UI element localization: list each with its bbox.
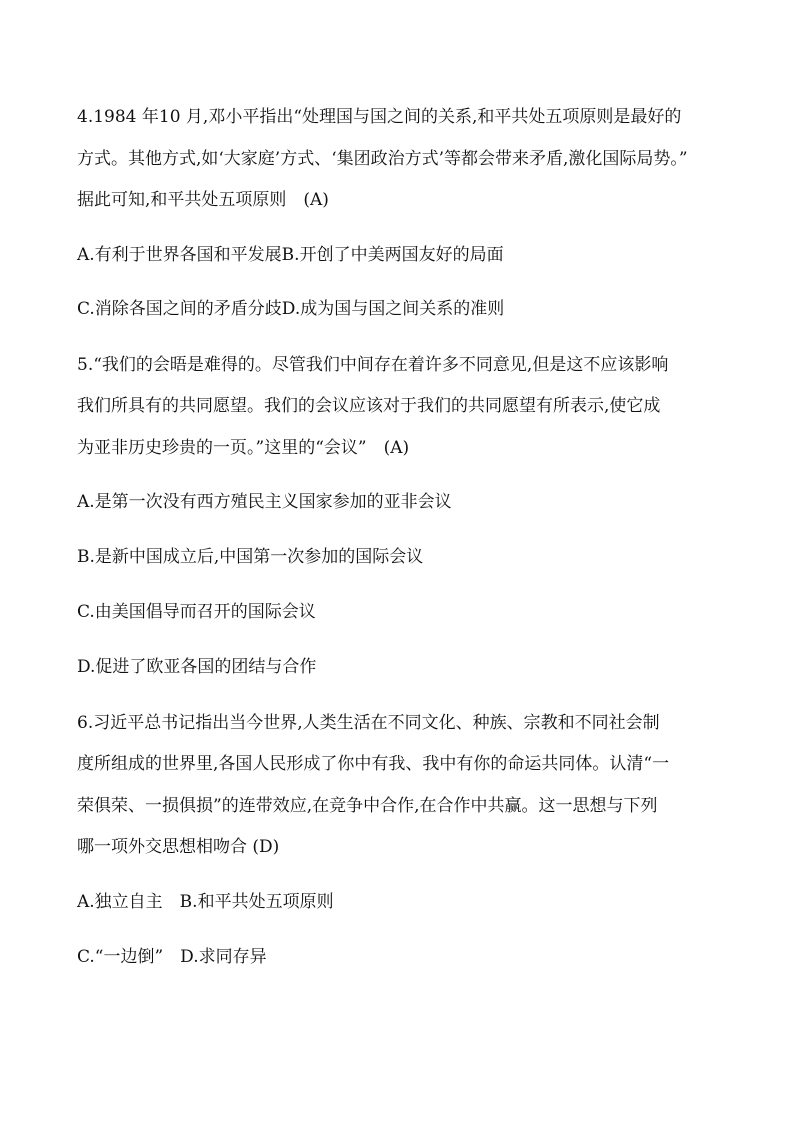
question-6-option-ab: A.独立自主 B.和平共处五项原则	[77, 892, 334, 912]
question-5-option-b: B.是新中国成立后,中国第一次参加的国际会议	[77, 547, 424, 567]
question-6-line-1: 6.习近平总书记指出当今世界,人类生活在不同文化、种族、宗教和不同社会制	[77, 713, 660, 733]
question-4-option-ab: A.有利于世界各国和平发展B.开创了中美两国友好的局面	[77, 245, 504, 265]
question-6-line-4: 哪一项外交思想相吻合 (D)	[77, 837, 280, 857]
question-4-line-3: 据此可知,和平共处五项原则 (A)	[77, 190, 329, 210]
question-5-option-a: A.是第一次没有西方殖民主义国家参加的亚非会议	[77, 492, 452, 512]
question-4-option-cd: C.消除各国之间的矛盾分歧D.成为国与国之间关系的准则	[77, 299, 505, 319]
question-6-line-3: 荣俱荣、一损俱损”的连带效应,在竞争中合作,在合作中共赢。这一思想与下列	[77, 796, 658, 816]
question-5-option-c: C.由美国倡导而召开的国际会议	[77, 602, 316, 622]
question-5-option-d: D.促进了欧亚各国的团结与合作	[77, 657, 317, 677]
question-5-line-2: 我们所具有的共同愿望。我们的会议应该对于我们的共同愿望有所表示,使它成	[77, 396, 661, 416]
question-4-line-1: 4.1984 年10 月,邓小平指出“处理国与国之间的关系,和平共处五项原则是最好的	[77, 107, 682, 127]
question-6-line-2: 度所组成的世界里,各国人民形成了你中有我、我中有你的命运共同体。认清“一	[77, 754, 670, 774]
question-5-line-1: 5.“我们的会晤是难得的。尽管我们中间存在着许多不同意见,但是这不应该影响	[77, 355, 669, 375]
question-5-line-3: 为亚非历史珍贵的一页。”这里的“会议” (A)	[77, 438, 410, 458]
question-6-option-cd: C.“一边倒” D.求同存异	[77, 947, 267, 967]
question-4-line-2: 方式。其他方式,如‘大家庭’方式、‘集团政治方式’等都会带来矛盾,激化国际局势。”	[77, 149, 688, 169]
